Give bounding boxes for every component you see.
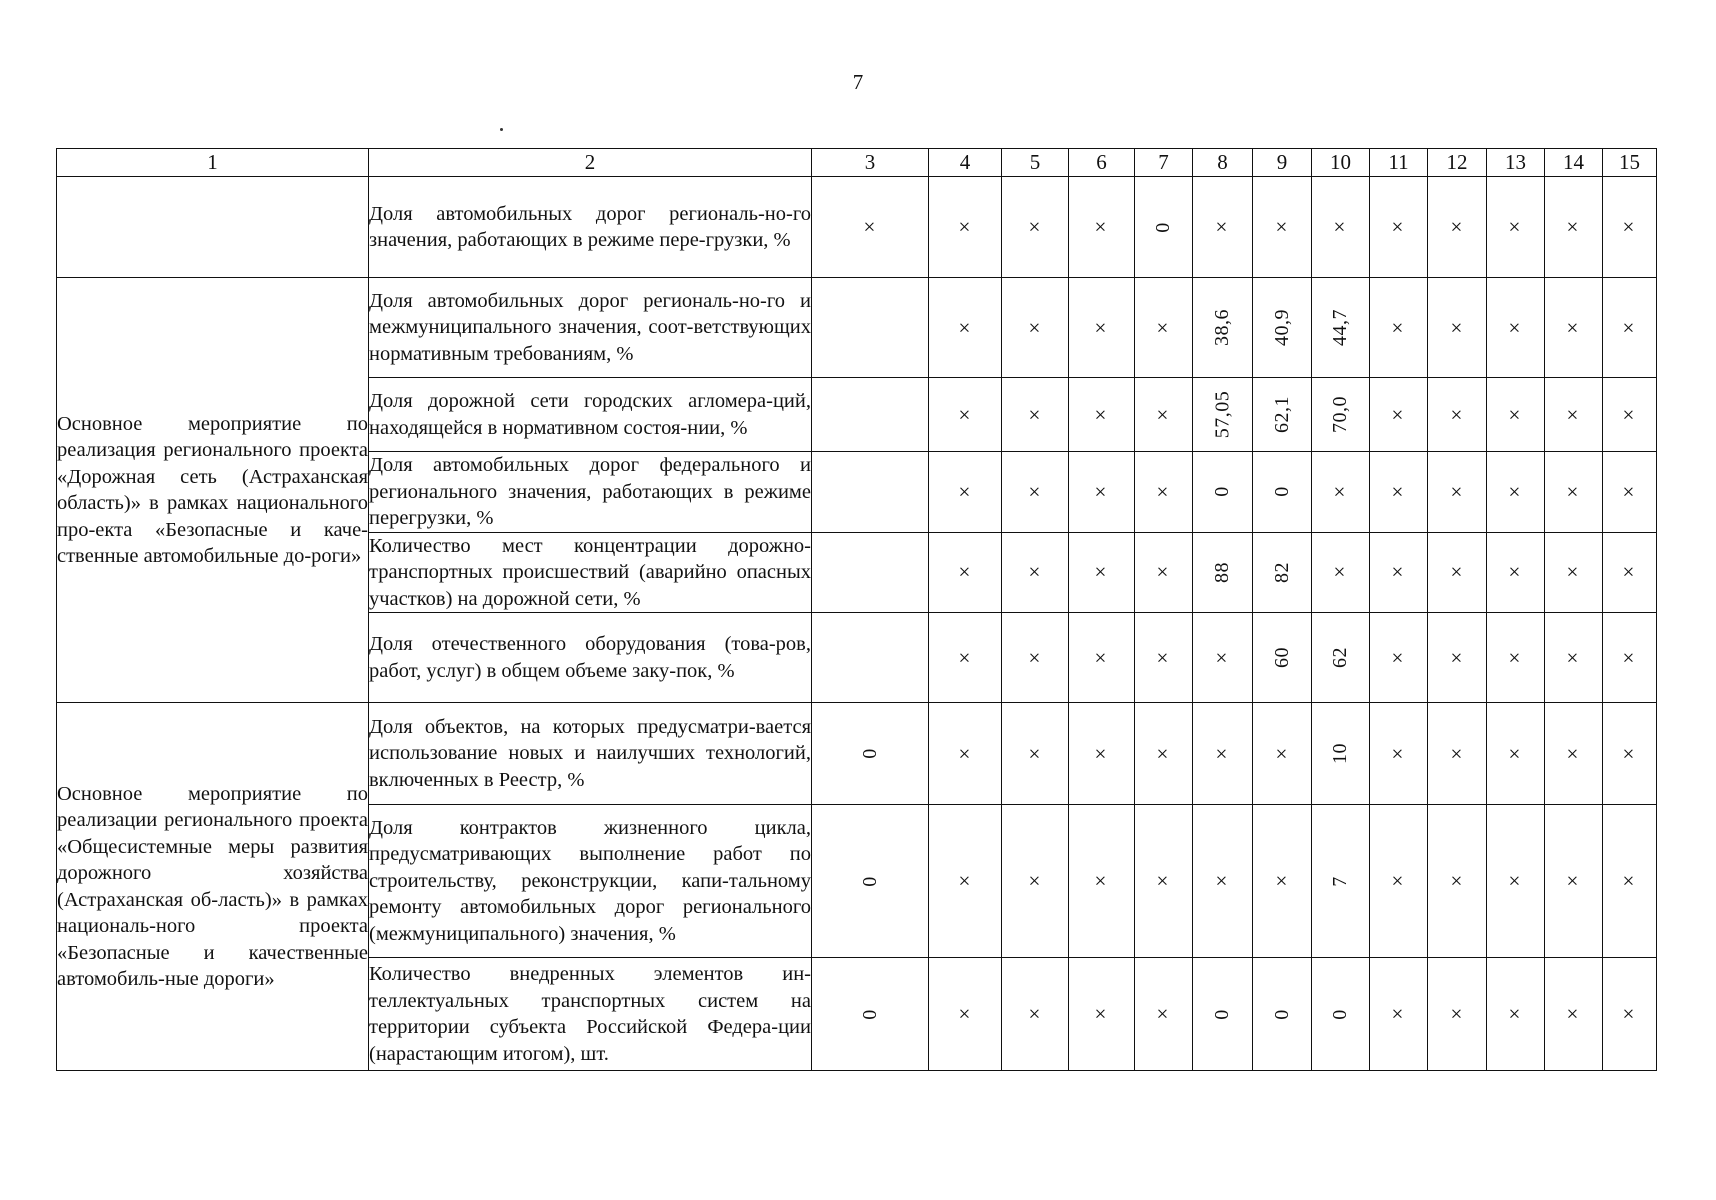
- not-applicable-mark: ×: [1503, 407, 1527, 421]
- event-cell: [57, 278, 369, 703]
- not-applicable-mark: ×: [1503, 320, 1527, 334]
- not-applicable-mark: ×: [952, 565, 977, 578]
- value-cell-col-12: [1428, 378, 1487, 452]
- not-applicable-mark: ×: [1089, 874, 1113, 887]
- value-cell-col-13: [1487, 278, 1545, 378]
- value-text: 0: [1329, 1008, 1351, 1020]
- not-applicable-mark: ×: [1444, 874, 1469, 887]
- indicator-text: Доля автомобильных дорог федерального и регионального значения, работающих в режиме перегрузки, %: [369, 454, 811, 529]
- value-cell-col-6: [1069, 278, 1135, 378]
- value-cell-col-9: [1253, 613, 1312, 703]
- event-cell: [57, 177, 369, 278]
- not-applicable-mark: ×: [1561, 320, 1585, 334]
- value-cell-col-14: [1545, 177, 1603, 278]
- not-applicable-mark: ×: [1089, 485, 1113, 498]
- header-cell-13: 13: [1487, 149, 1545, 177]
- value-cell-col-11: [1370, 177, 1428, 278]
- value-cell-col-4: [929, 532, 1002, 613]
- value-text: 0: [1270, 486, 1293, 497]
- indicator-text: Количество внедренных элементов ин-теллектуальных транспортных систем на территории субъекта Российской Федера-ции (нарастающим итогом), шт.: [369, 963, 811, 1065]
- value-cell-col-10: [1312, 703, 1370, 805]
- not-applicable-mark: ×: [1444, 320, 1469, 334]
- value-cell-col-12: [1428, 805, 1487, 958]
- value-cell-col-10: [1312, 278, 1370, 378]
- value-cell-col-8: [1193, 452, 1253, 533]
- header-cell-3: 3: [812, 149, 929, 177]
- header-cell-8: 8: [1193, 149, 1253, 177]
- value-cell-col-8: [1193, 613, 1253, 703]
- value-cell-col-12: [1428, 278, 1487, 378]
- value-cell-col-11: [1370, 278, 1428, 378]
- value-cell-col-3: [812, 613, 929, 703]
- not-applicable-mark: ×: [1269, 746, 1294, 760]
- not-applicable-mark: ×: [1617, 874, 1641, 887]
- value-cell-col-3: [812, 532, 929, 613]
- not-applicable-mark: ×: [1561, 220, 1585, 233]
- value-cell-col-4: [929, 613, 1002, 703]
- value-cell-col-13: [1487, 177, 1545, 278]
- value-cell-col-9: [1253, 177, 1312, 278]
- value-text: 62: [1329, 647, 1351, 668]
- not-applicable-mark: ×: [1022, 320, 1047, 334]
- not-applicable-mark: ×: [1503, 485, 1527, 498]
- value-cell-col-4: [929, 805, 1002, 958]
- not-applicable-mark: ×: [857, 220, 882, 233]
- value-cell-col-6: [1069, 613, 1135, 703]
- value-cell-col-9: [1253, 278, 1312, 378]
- not-applicable-mark: ×: [1561, 407, 1585, 421]
- value-cell-col-6: [1069, 177, 1135, 278]
- not-applicable-mark: ×: [952, 485, 977, 498]
- value-cell-col-7: [1135, 177, 1193, 278]
- value-cell-col-7: [1135, 532, 1193, 613]
- value-cell-col-14: [1545, 703, 1603, 805]
- value-cell-col-5: [1002, 805, 1069, 958]
- not-applicable-mark: ×: [1328, 220, 1352, 233]
- not-applicable-mark: ×: [1022, 565, 1047, 578]
- table-body: [57, 177, 1657, 1071]
- not-applicable-mark: ×: [1503, 220, 1527, 233]
- value-cell-col-15: [1603, 177, 1657, 278]
- value-cell-col-6: [1069, 958, 1135, 1071]
- header-cell-11: 11: [1370, 149, 1428, 177]
- header-row: [57, 149, 1657, 177]
- not-applicable-mark: ×: [1617, 650, 1641, 664]
- value-text: 62,1: [1270, 396, 1293, 433]
- value-text: 0: [1211, 1008, 1233, 1020]
- value-cell-col-7: [1135, 452, 1193, 533]
- header-cell-12: 12: [1428, 149, 1487, 177]
- not-applicable-mark: ×: [1210, 874, 1234, 887]
- value-cell-col-7: [1135, 378, 1193, 452]
- page-number: 7: [852, 70, 864, 94]
- value-text: 82: [1270, 561, 1293, 583]
- value-cell-col-14: [1545, 805, 1603, 958]
- value-cell-col-8: [1193, 805, 1253, 958]
- not-applicable-mark: ×: [1386, 650, 1410, 664]
- not-applicable-mark: ×: [1089, 650, 1113, 664]
- table-row: [57, 177, 1657, 278]
- not-applicable-mark: ×: [952, 650, 977, 664]
- value-cell-col-13: [1487, 703, 1545, 805]
- not-applicable-mark: ×: [1444, 746, 1469, 760]
- value-cell-col-10: [1312, 532, 1370, 613]
- value-cell-col-13: [1487, 452, 1545, 533]
- not-applicable-mark: ×: [952, 407, 977, 421]
- not-applicable-mark: ×: [1022, 746, 1047, 760]
- indicator-text: Доля контрактов жизненного цикла, предусматривающих выполнение работ по строительству, реконструкции, капи-тальному ремонту автомобильных дорог регионального (межмуниципального) значения, %: [369, 816, 811, 945]
- not-applicable-mark: ×: [1089, 1007, 1113, 1020]
- not-applicable-mark: ×: [1386, 565, 1410, 578]
- value-cell-col-12: [1428, 958, 1487, 1071]
- value-cell-col-5: [1002, 452, 1069, 533]
- value-cell-col-12: [1428, 703, 1487, 805]
- not-applicable-mark: ×: [1503, 874, 1527, 887]
- value-cell-col-9: [1253, 805, 1312, 958]
- value-cell-col-15: [1603, 613, 1657, 703]
- value-cell-col-12: [1428, 613, 1487, 703]
- value-cell-col-7: [1135, 958, 1193, 1071]
- not-applicable-mark: ×: [1617, 485, 1641, 498]
- not-applicable-mark: ×: [1386, 485, 1410, 498]
- indicator-cell: [369, 452, 812, 533]
- not-applicable-mark: ×: [1210, 746, 1234, 760]
- not-applicable-mark: ×: [1151, 565, 1175, 578]
- not-applicable-mark: ×: [1561, 874, 1585, 887]
- header-cell-5: 5: [1002, 149, 1069, 177]
- indicator-cell: [369, 958, 812, 1071]
- indicator-text: Количество мест концентрации дорожно-транспортных происшествий (аварийно опасных участков) на дорожной сети, %: [369, 534, 811, 610]
- value-cell-col-11: [1370, 532, 1428, 613]
- not-applicable-mark: ×: [1269, 874, 1294, 887]
- value-cell-col-3: [812, 378, 929, 452]
- header-cell-10: 10: [1312, 149, 1370, 177]
- not-applicable-mark: ×: [1151, 1007, 1175, 1020]
- not-applicable-mark: ×: [1561, 746, 1585, 760]
- indicator-cell: [369, 805, 812, 958]
- header-cell-6: 6: [1069, 149, 1135, 177]
- not-applicable-mark: ×: [952, 220, 977, 233]
- not-applicable-mark: ×: [952, 1007, 977, 1020]
- not-applicable-mark: ×: [1022, 874, 1047, 887]
- not-applicable-mark: ×: [1617, 220, 1641, 233]
- value-text: 0: [858, 748, 881, 759]
- indicator-text: Доля отечественного оборудования (това-ров, работ, услуг) в общем объеме заку-пок, %: [369, 633, 811, 682]
- not-applicable-mark: ×: [1089, 220, 1113, 233]
- indicator-text: Доля объектов, на которых предусматри-вается использование новых и наилучших технологий, включенных в Реестр, %: [369, 715, 811, 791]
- not-applicable-mark: ×: [1328, 565, 1352, 578]
- value-cell-col-4: [929, 958, 1002, 1071]
- not-applicable-mark: ×: [1617, 746, 1641, 760]
- value-text: 0: [1211, 486, 1233, 497]
- not-applicable-mark: ×: [1561, 1007, 1585, 1020]
- not-applicable-mark: ×: [1089, 746, 1113, 760]
- not-applicable-mark: ×: [1022, 485, 1047, 498]
- indicator-cell: [369, 378, 812, 452]
- not-applicable-mark: ×: [1503, 650, 1527, 664]
- not-applicable-mark: ×: [1561, 650, 1585, 664]
- value-cell-col-15: [1603, 703, 1657, 805]
- not-applicable-mark: ×: [1151, 485, 1175, 498]
- value-cell-col-5: [1002, 703, 1069, 805]
- value-cell-col-10: [1312, 613, 1370, 703]
- value-cell-col-6: [1069, 452, 1135, 533]
- value-cell-col-7: [1135, 703, 1193, 805]
- value-text: 0: [1270, 1008, 1293, 1020]
- value-text: 0: [1152, 221, 1174, 233]
- not-applicable-mark: ×: [1503, 565, 1527, 578]
- value-cell-col-14: [1545, 613, 1603, 703]
- not-applicable-mark: ×: [1444, 220, 1469, 233]
- event-text: Основное мероприятие по реализация регионального проекта «Дорожная сеть (Астраханская область)» в рамках национального про-екта «Безопасные и каче-ственные автомобильные до-роги»: [57, 412, 368, 567]
- value-cell-col-7: [1135, 805, 1193, 958]
- value-cell-col-3: [812, 805, 929, 958]
- value-cell-col-4: [929, 177, 1002, 278]
- not-applicable-mark: ×: [1386, 1007, 1410, 1020]
- value-text: 57,05: [1211, 390, 1233, 439]
- indicator-cell: [369, 177, 812, 278]
- value-cell-col-4: [929, 278, 1002, 378]
- value-text: 40,9: [1270, 309, 1293, 346]
- value-cell-col-3: [812, 703, 929, 805]
- not-applicable-mark: ×: [1328, 485, 1352, 498]
- value-cell-col-11: [1370, 805, 1428, 958]
- value-text: 0: [858, 1008, 881, 1020]
- value-cell-col-10: [1312, 958, 1370, 1071]
- value-cell-col-3: [812, 452, 929, 533]
- scan-dot-mark: [500, 128, 503, 131]
- value-cell-col-11: [1370, 958, 1428, 1071]
- value-cell-col-13: [1487, 378, 1545, 452]
- indicator-cell: [369, 278, 812, 378]
- indicator-text: Доля дорожной сети городских агломера-ций, находящейся в нормативном состоя-нии, %: [369, 390, 811, 439]
- value-cell-col-12: [1428, 532, 1487, 613]
- value-cell-col-5: [1002, 278, 1069, 378]
- event-cell: [57, 703, 369, 1071]
- value-cell-col-7: [1135, 278, 1193, 378]
- value-cell-col-5: [1002, 613, 1069, 703]
- value-cell-col-15: [1603, 958, 1657, 1071]
- value-cell-col-15: [1603, 378, 1657, 452]
- indicator-cell: [369, 613, 812, 703]
- value-cell-col-5: [1002, 958, 1069, 1071]
- not-applicable-mark: ×: [1444, 485, 1469, 498]
- header-cell-15: 15: [1603, 149, 1657, 177]
- header-cell-1: 1: [57, 149, 369, 177]
- value-cell-col-13: [1487, 613, 1545, 703]
- not-applicable-mark: ×: [1617, 407, 1641, 421]
- not-applicable-mark: ×: [1151, 746, 1175, 760]
- event-text: Основное мероприятие по реализации регионального проекта «Общесистемные меры развития дорожного хозяйства (Астраханская об-ласть)» в рамках националь-ного проекта «Безопасные и качественные автомобиль-ные дороги»: [57, 782, 368, 990]
- value-cell-col-14: [1545, 452, 1603, 533]
- not-applicable-mark: ×: [1561, 565, 1585, 578]
- value-cell-col-13: [1487, 532, 1545, 613]
- not-applicable-mark: ×: [1386, 320, 1410, 334]
- not-applicable-mark: ×: [1151, 320, 1175, 334]
- not-applicable-mark: ×: [1210, 650, 1234, 664]
- indicator-text: Доля автомобильных дорог региональ-но-го и межмуниципального значения, соот-ветствующих нормативным требованиям, %: [369, 289, 811, 365]
- value-cell-col-9: [1253, 532, 1312, 613]
- indicators-table: [56, 148, 1657, 1071]
- value-text: 44,7: [1329, 309, 1351, 346]
- value-cell-col-9: [1253, 378, 1312, 452]
- value-cell-col-15: [1603, 278, 1657, 378]
- value-cell-col-14: [1545, 532, 1603, 613]
- value-cell-col-15: [1603, 532, 1657, 613]
- value-cell-col-11: [1370, 452, 1428, 533]
- table-row: [57, 278, 1657, 378]
- value-cell-col-6: [1069, 805, 1135, 958]
- value-cell-col-14: [1545, 378, 1603, 452]
- header-cell-4: 4: [929, 149, 1002, 177]
- value-cell-col-6: [1069, 378, 1135, 452]
- not-applicable-mark: ×: [1503, 1007, 1527, 1020]
- not-applicable-mark: ×: [952, 320, 977, 334]
- not-applicable-mark: ×: [1617, 1007, 1641, 1020]
- value-cell-col-10: [1312, 805, 1370, 958]
- value-cell-col-8: [1193, 958, 1253, 1071]
- not-applicable-mark: ×: [952, 746, 977, 760]
- value-cell-col-7: [1135, 613, 1193, 703]
- not-applicable-mark: ×: [1444, 650, 1469, 664]
- value-cell-col-3: [812, 177, 929, 278]
- not-applicable-mark: ×: [1022, 1007, 1047, 1020]
- value-cell-col-8: [1193, 278, 1253, 378]
- not-applicable-mark: ×: [1151, 650, 1175, 664]
- not-applicable-mark: ×: [1503, 746, 1527, 760]
- not-applicable-mark: ×: [1444, 407, 1469, 421]
- not-applicable-mark: ×: [1210, 220, 1234, 233]
- not-applicable-mark: ×: [1089, 407, 1113, 421]
- not-applicable-mark: ×: [1089, 320, 1113, 334]
- indicator-cell: [369, 532, 812, 613]
- value-cell-col-10: [1312, 378, 1370, 452]
- value-cell-col-8: [1193, 177, 1253, 278]
- value-cell-col-5: [1002, 532, 1069, 613]
- value-cell-col-4: [929, 452, 1002, 533]
- not-applicable-mark: ×: [1444, 1007, 1469, 1020]
- not-applicable-mark: ×: [1151, 874, 1175, 887]
- not-applicable-mark: ×: [1386, 407, 1410, 421]
- value-cell-col-8: [1193, 378, 1253, 452]
- value-cell-col-12: [1428, 177, 1487, 278]
- value-cell-col-4: [929, 703, 1002, 805]
- value-cell-col-5: [1002, 177, 1069, 278]
- not-applicable-mark: ×: [1386, 220, 1410, 233]
- value-cell-col-14: [1545, 278, 1603, 378]
- value-cell-col-6: [1069, 532, 1135, 613]
- value-cell-col-9: [1253, 703, 1312, 805]
- value-text: 88: [1211, 561, 1233, 583]
- header-cell-2: 2: [369, 149, 812, 177]
- not-applicable-mark: ×: [1269, 220, 1294, 233]
- not-applicable-mark: ×: [1386, 746, 1410, 760]
- not-applicable-mark: ×: [952, 874, 977, 887]
- value-cell-col-9: [1253, 958, 1312, 1071]
- value-cell-col-6: [1069, 703, 1135, 805]
- table-row: [57, 703, 1657, 805]
- header-cell-14: 14: [1545, 149, 1603, 177]
- value-cell-col-10: [1312, 452, 1370, 533]
- value-cell-col-9: [1253, 452, 1312, 533]
- not-applicable-mark: ×: [1444, 565, 1469, 578]
- indicator-cell: [369, 703, 812, 805]
- value-text: 38,6: [1211, 309, 1233, 346]
- value-cell-col-11: [1370, 703, 1428, 805]
- not-applicable-mark: ×: [1386, 874, 1410, 887]
- not-applicable-mark: ×: [1617, 565, 1641, 578]
- value-cell-col-8: [1193, 703, 1253, 805]
- indicator-text: Доля автомобильных дорог региональ-но-го значения, работающих в режиме пере-грузки, %: [369, 202, 811, 251]
- header-cell-9: 9: [1253, 149, 1312, 177]
- value-cell-col-12: [1428, 452, 1487, 533]
- value-cell-col-13: [1487, 958, 1545, 1071]
- value-text: 70,0: [1329, 396, 1351, 433]
- value-cell-col-11: [1370, 378, 1428, 452]
- header-cell-7: 7: [1135, 149, 1193, 177]
- not-applicable-mark: ×: [1151, 407, 1175, 421]
- value-text: 10: [1329, 743, 1351, 764]
- not-applicable-mark: ×: [1022, 407, 1047, 421]
- value-cell-col-15: [1603, 452, 1657, 533]
- not-applicable-mark: ×: [1022, 220, 1047, 233]
- value-text: 0: [858, 875, 881, 887]
- value-cell-col-11: [1370, 613, 1428, 703]
- not-applicable-mark: ×: [1617, 320, 1641, 334]
- value-text: 60: [1270, 647, 1293, 668]
- not-applicable-mark: ×: [1022, 650, 1047, 664]
- not-applicable-mark: ×: [1089, 565, 1113, 578]
- value-cell-col-10: [1312, 177, 1370, 278]
- not-applicable-mark: ×: [1561, 485, 1585, 498]
- value-cell-col-5: [1002, 378, 1069, 452]
- value-cell-col-3: [812, 278, 929, 378]
- value-cell-col-4: [929, 378, 1002, 452]
- value-cell-col-3: [812, 958, 929, 1071]
- value-cell-col-15: [1603, 805, 1657, 958]
- value-cell-col-14: [1545, 958, 1603, 1071]
- value-text: 7: [1329, 875, 1351, 887]
- value-cell-col-8: [1193, 532, 1253, 613]
- value-cell-col-13: [1487, 805, 1545, 958]
